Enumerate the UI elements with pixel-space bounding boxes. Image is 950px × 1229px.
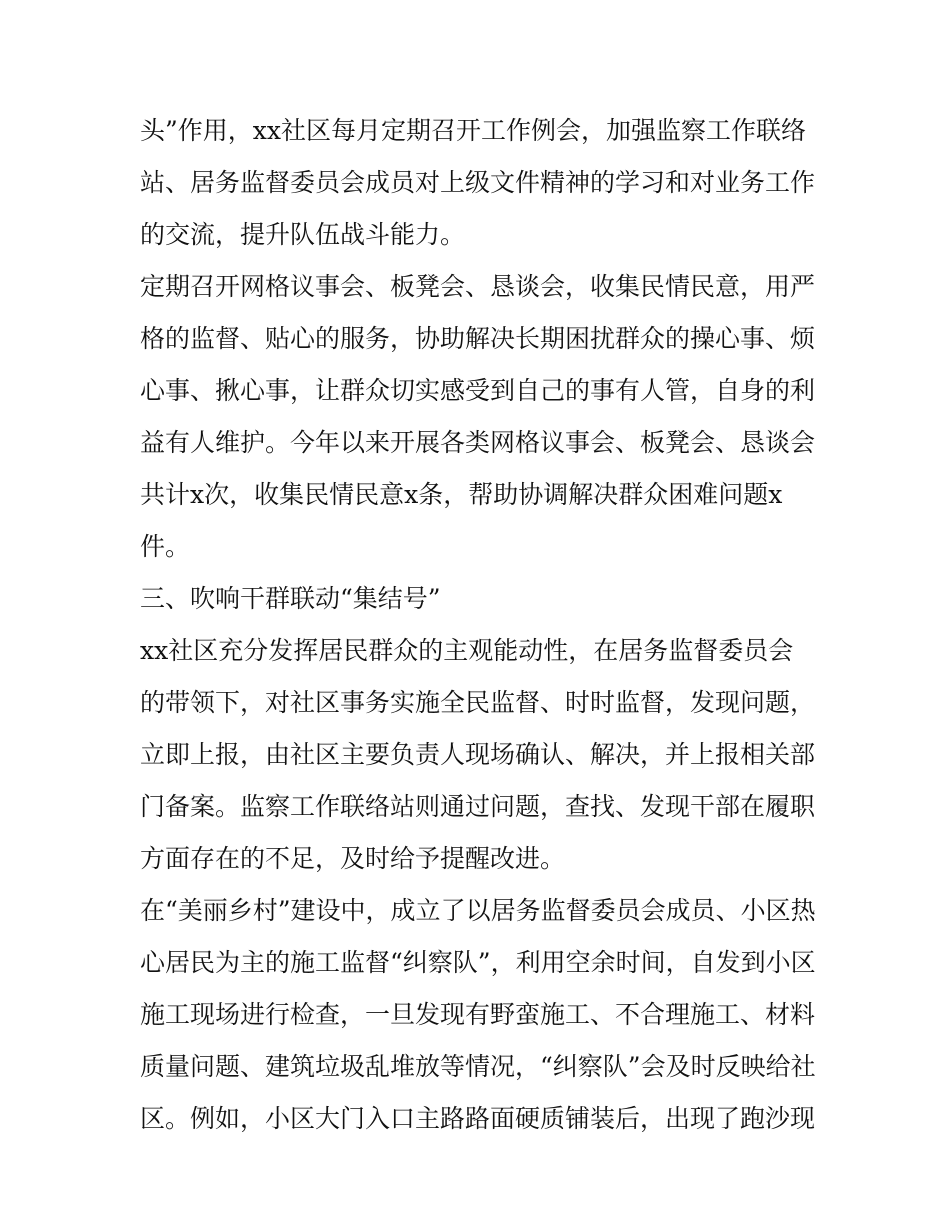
- text-line: 的带领下，对社区事务实施全民监督、时时监督，发现问题，: [140, 688, 816, 717]
- text-line: xx社区充分发挥居民群众的主观能动性，在居务监督委员会: [140, 636, 794, 665]
- text-line: 质量问题、建筑垃圾乱堆放等情况，“纠察队”会及时反映给社: [140, 1052, 816, 1081]
- text-line: 的交流，提升队伍战斗能力。: [140, 220, 466, 249]
- text-line: 头”作用，xx社区每月定期召开工作例会，加强监察工作联络: [140, 116, 806, 145]
- text-line: 方面存在的不足，及时给予提醒改进。: [140, 844, 566, 873]
- text-line: 门备案。监察工作联络站则通过问题，查找、发现干部在履职: [140, 792, 816, 821]
- text-line: 格的监督、贴心的服务，协助解决长期困扰群众的操心事、烦: [140, 324, 816, 353]
- text-line: 心事、揪心事，让群众切实感受到自己的事有人管，自身的利: [140, 376, 816, 405]
- text-line: 在“美丽乡村”建设中，成立了以居务监督委员会成员、小区热: [140, 896, 816, 925]
- text-line: 益有人维护。今年以来开展各类网格议事会、板凳会、恳谈会: [140, 428, 816, 457]
- document-body: [140, 105, 820, 1145]
- section-heading: 三、吹响干群联动“集结号”: [140, 584, 441, 613]
- text-line: 区。例如，小区大门入口主路路面硬质铺装后，出现了跑沙现: [140, 1104, 816, 1133]
- text-line: 施工现场进行检查，一旦发现有野蛮施工、不合理施工、材料: [140, 1000, 816, 1029]
- text-line: 定期召开网格议事会、板凳会、恳谈会，收集民情民意，用严: [140, 272, 816, 301]
- text-line: 件。: [140, 532, 191, 561]
- text-line: 共计x次，收集民情民意x条，帮助协调解决群众困难问题x: [140, 480, 783, 509]
- text-line: 心居民为主的施工监督“纠察队”，利用空余时间，自发到小区: [140, 948, 816, 977]
- text-line: 立即上报，由社区主要负责人现场确认、解决，并上报相关部: [140, 740, 816, 769]
- text-line: 站、居务监督委员会成员对上级文件精神的学习和对业务工作: [140, 168, 816, 197]
